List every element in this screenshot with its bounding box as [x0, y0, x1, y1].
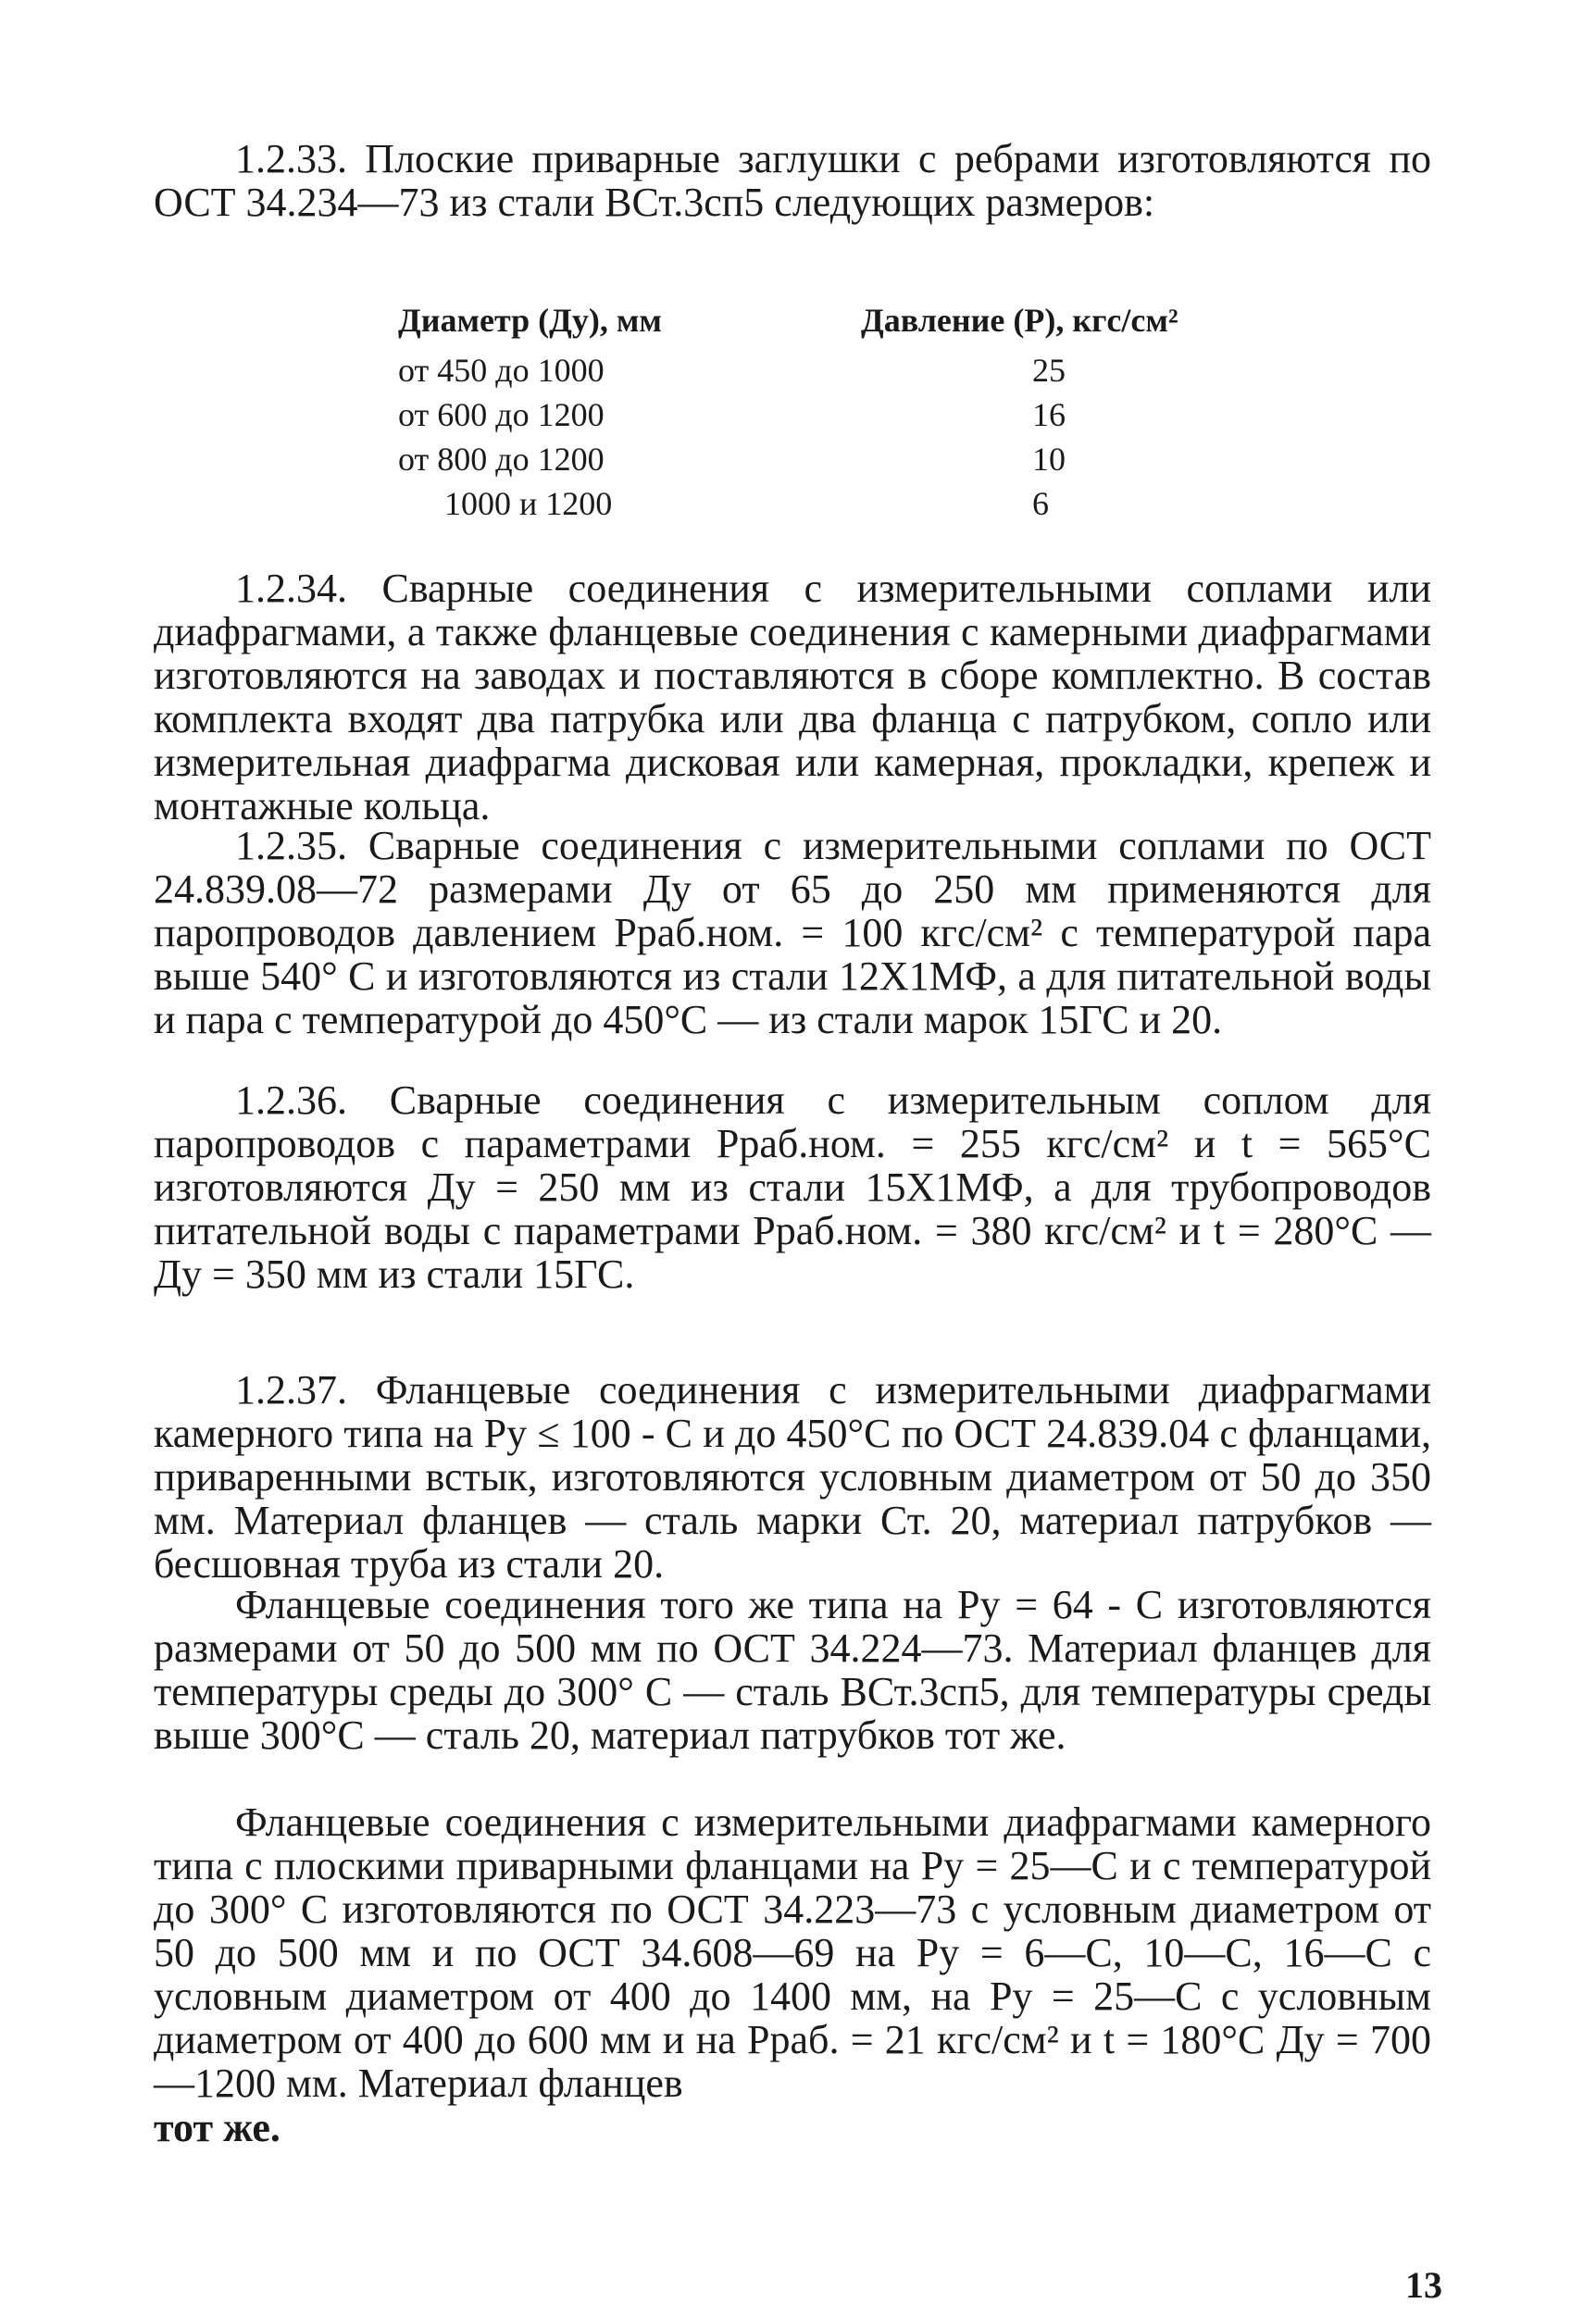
table-cell-diameter: от 800 до 1200 — [398, 441, 605, 478]
paragraph-1-2-37-c-end: тот же. — [154, 2105, 281, 2150]
table-row — [398, 392, 1231, 437]
table-header-diameter: Диаметр (Дy), мм — [398, 302, 662, 339]
paragraph-1-2-37-c: Фланцевые соединения с измерительными диафрагмами камерного типа с плоскими приварными фланцами на Py = 25—С и с температурой до 300° С изготовляются по ОСТ 34.223—73 с условным диаметром от 50 до 500 мм и по ОСТ 34.608—69 на Py = 6—С, 10—С, 16—С с условным диаметром от 400 до 1400 мм, на Py = 25—С с условным диаметром от 400 до 600 мм и на Pраб. = 21 кгс/см² и t = 180°С Дy = 700—1200 мм. Материал фланцев — [154, 1799, 1431, 2106]
paragraph-1-2-33: 1.2.33. Плоские приварные заглушки с ребрами изготовляются по ОСТ 34.234—73 из стали ВСт.3сп5 следующих размеров: — [154, 136, 1431, 225]
table-row — [398, 348, 1231, 392]
sizes-table — [398, 298, 1231, 526]
table-body — [398, 348, 1231, 526]
table-cell-diameter: от 450 до 1000 — [398, 352, 605, 389]
table-row — [398, 481, 1231, 526]
table-cell-pressure: 6 — [1032, 485, 1049, 522]
table-header-pressure: Давление (P), кгс/см² — [861, 302, 1178, 339]
table-cell-pressure: 25 — [1032, 352, 1066, 389]
paragraph-1-2-34: 1.2.34. Сварные соединения с измерительными соплами или диафрагмами, а также фланцевые соединения с камерными диафрагмами изготовляются на заводах и поставляются в сборе комплектно. В состав комплекта входят два патрубка или два фланца с патрубком, сопло или измерительная диафрагма дисковая или камерная, прокладки, крепеж и монтажные кольца. — [154, 566, 1431, 828]
paragraph-1-2-36: 1.2.36. Сварные соединения с измерительным соплом для паропроводов с параметрами Pраб.ном. = 255 кгс/см² и t = 565°С изготовляются Дy = 250 мм из стали 15Х1МФ, а для трубопроводов питательной воды с параметрами Pраб.ном. = 380 кгс/см² и t = 280°С — Дy = 350 мм из стали 15ГС. — [154, 1077, 1431, 1297]
table-cell-pressure: 10 — [1032, 441, 1066, 478]
table-header — [398, 298, 1231, 342]
paragraph-1-2-35: 1.2.35. Сварные соединения с измерительными соплами по ОСТ 24.839.08—72 размерами Дy от 65 до 250 мм применяются для паропроводов давлением Pраб.ном. = 100 кгс/см² с температурой пара выше 540° С и изготовляются из стали 12Х1МФ, а для питательной воды и пара с температурой до 450°С — из стали марок 15ГС и 20. — [154, 823, 1431, 1042]
table-cell-pressure: 16 — [1032, 396, 1066, 433]
page-number: 13 — [1405, 2264, 1442, 2306]
paragraph-1-2-37: 1.2.37. Фланцевые соединения с измерительными диафрагмами камерного типа на Py ≤ 100 - С и до 450°С по ОСТ 24.839.04 с фланцами, приваренными встык, изготовляются условным диаметром от 50 до 350 мм. Материал фланцев — сталь марки Ст. 20, материал патрубков — бесшовная труба из стали 20. — [154, 1367, 1431, 1587]
table-cell-diameter: 1000 и 1200 — [444, 485, 613, 522]
table-row — [398, 437, 1231, 481]
paragraph-1-2-37-b: Фланцевые соединения того же типа на Py = 64 - С изготовляются размерами от 50 до 500 мм по ОСТ 34.224—73. Материал фланцев для температуры среды до 300° С — сталь ВСт.3сп5, для температуры среды выше 300°С — сталь 20, материал патрубков тот же. — [154, 1582, 1431, 1758]
table-cell-diameter: от 600 до 1200 — [398, 396, 605, 433]
